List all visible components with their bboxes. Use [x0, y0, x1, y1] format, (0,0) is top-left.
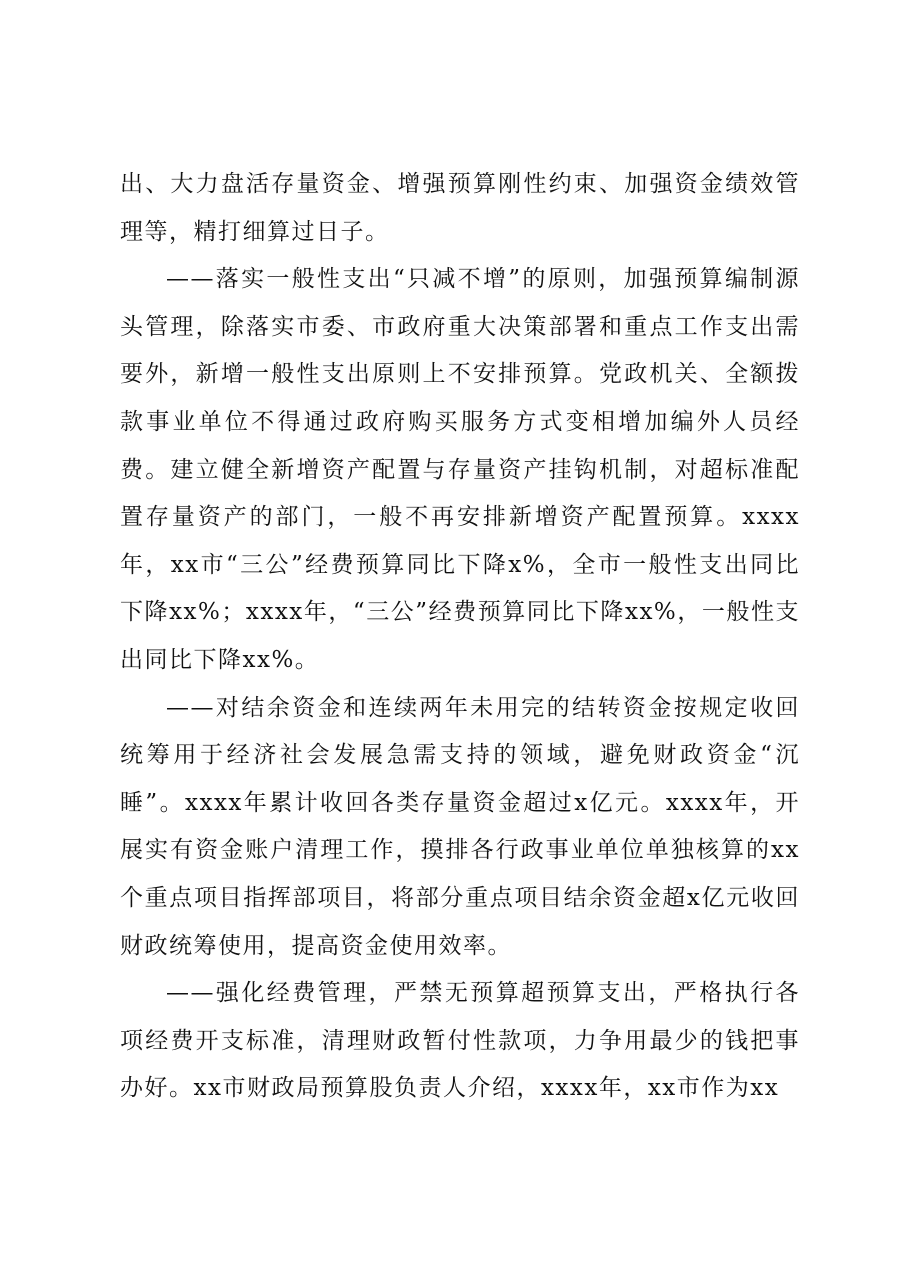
paragraph-3: ——对结余资金和连续两年未用完的结转资金按规定收回统筹用于经济社会发展急需支持的领域，避免财政资金“沉睡”。xxxx年累计收回各类存量资金超过x亿元。xxxx年，开展实有资金账户清理工作，摸排各行政事业单位单独核算的xx个重点项目指挥部项目，将部分重点项目结余资金超x亿元收回财政统筹使用，提高资金使用效率。	[120, 694, 800, 959]
paragraph-1: 出、大力盘活存量资金、增强预算刚性约束、加强资金绩效管理等，精打细算过日子。	[120, 171, 800, 245]
document-body	[120, 161, 800, 1113]
paragraph-2: ——落实一般性支出“只减不增”的原则，加强预算编制源头管理，除落实市委、市政府重大决策部署和重点工作支出需要外，新增一般性支出原则上不安排预算。党政机关、全额拨款事业单位不得通过政府购买服务方式变相增加编外人员经费。建立健全新增资产配置与存量资产挂钩机制，对超标准配置存量资产的部门，一般不再安排新增资产配置预算。xxxx年，xx市“三公”经费预算同比下降x%，全市一般性支出同比下降xx%；xxxx年，“三公”经费预算同比下降xx%，一般性支出同比下降xx%。	[120, 266, 800, 673]
paragraph-4: ——强化经费管理，严禁无预算超预算支出，严格执行各项经费开支标准，清理财政暂付性款项，力争用最少的钱把事办好。xx市财政局预算股负责人介绍，xxxx年，xx市作为xx	[120, 980, 800, 1102]
